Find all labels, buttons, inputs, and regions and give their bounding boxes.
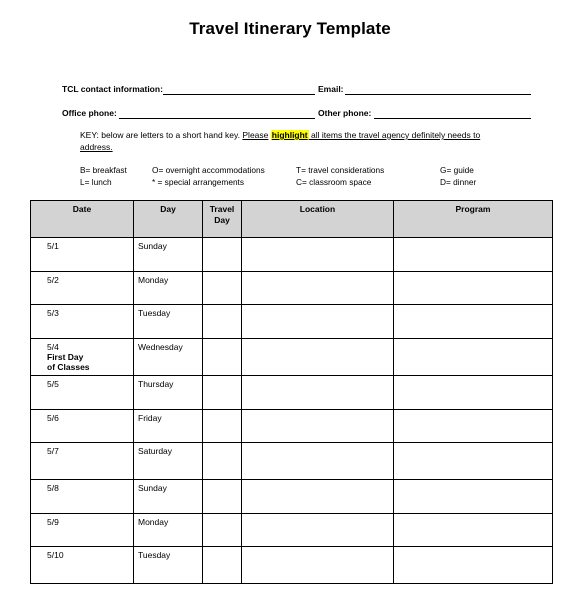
email-field[interactable] xyxy=(345,94,531,95)
date-value: 5/3 xyxy=(47,308,59,318)
date-cell[interactable] xyxy=(31,480,134,514)
legend-travel: T= travel considerations xyxy=(296,165,385,175)
date-value: 5/7 xyxy=(47,446,59,456)
date-cell[interactable] xyxy=(31,443,134,480)
key-please: Please xyxy=(242,130,269,140)
email-label: Email: xyxy=(318,84,344,94)
table-header-row xyxy=(31,201,553,238)
table-row xyxy=(31,376,553,410)
day-cell[interactable]: Sunday xyxy=(134,238,203,272)
other-phone-label: Other phone: xyxy=(318,108,372,118)
header-travel-day: Travel Day xyxy=(203,201,242,238)
travel-day-cell[interactable] xyxy=(203,410,242,443)
table-row xyxy=(31,305,553,339)
tcl-contact-field[interactable] xyxy=(163,94,315,95)
table-row xyxy=(31,238,553,272)
table-row xyxy=(31,443,553,480)
day-cell[interactable]: Tuesday xyxy=(134,547,203,584)
phone-row xyxy=(62,108,532,120)
location-cell[interactable] xyxy=(242,305,394,339)
office-phone-label: Office phone: xyxy=(62,108,117,118)
table-row xyxy=(31,339,553,376)
table-row xyxy=(31,480,553,514)
day-cell[interactable]: Thursday xyxy=(134,376,203,410)
location-cell[interactable] xyxy=(242,376,394,410)
travel-day-cell[interactable] xyxy=(203,514,242,547)
day-cell[interactable]: Friday xyxy=(134,410,203,443)
contact-row xyxy=(62,84,532,96)
program-cell[interactable] xyxy=(394,547,553,584)
legend-lunch: L= lunch xyxy=(80,177,112,187)
key-text xyxy=(80,130,480,140)
travel-day-cell[interactable] xyxy=(203,238,242,272)
date-value: 5/10 xyxy=(47,550,64,560)
location-cell[interactable] xyxy=(242,443,394,480)
location-cell[interactable] xyxy=(242,339,394,376)
location-cell[interactable] xyxy=(242,547,394,584)
date-value: 5/6 xyxy=(47,413,59,423)
date-value: 5/9 xyxy=(47,517,59,527)
day-cell[interactable]: Saturday xyxy=(134,443,203,480)
date-cell[interactable] xyxy=(31,514,134,547)
location-cell[interactable] xyxy=(242,514,394,547)
travel-day-cell[interactable] xyxy=(203,443,242,480)
table-row xyxy=(31,514,553,547)
date-cell[interactable] xyxy=(31,238,134,272)
date-value: 5/4 xyxy=(47,342,59,352)
program-cell[interactable] xyxy=(394,305,553,339)
program-cell[interactable] xyxy=(394,480,553,514)
date-value: 5/2 xyxy=(47,275,59,285)
table-row xyxy=(31,272,553,305)
date-cell[interactable] xyxy=(31,410,134,443)
office-phone-field[interactable] xyxy=(119,118,315,119)
date-cell[interactable] xyxy=(31,376,134,410)
header-day: Day xyxy=(134,201,203,238)
location-cell[interactable] xyxy=(242,238,394,272)
date-note: First Day of Classes xyxy=(47,352,90,372)
program-cell[interactable] xyxy=(394,410,553,443)
program-cell[interactable] xyxy=(394,238,553,272)
key-prefix: KEY: below are letters to a short hand key. xyxy=(80,130,243,140)
day-cell[interactable]: Wednesday xyxy=(134,339,203,376)
travel-day-cell[interactable] xyxy=(203,376,242,410)
key-rest-line1: all items the travel agency definitely needs to xyxy=(308,130,481,140)
date-cell[interactable] xyxy=(31,339,134,376)
legend-special: * = special arrangements xyxy=(152,177,245,187)
table-row xyxy=(31,547,553,584)
travel-day-cell[interactable] xyxy=(203,547,242,584)
travel-day-cell[interactable] xyxy=(203,272,242,305)
table-row xyxy=(31,410,553,443)
header-location: Location xyxy=(242,201,394,238)
key-rest-line2: address. xyxy=(80,142,113,152)
program-cell[interactable] xyxy=(394,443,553,480)
legend-guide: G= guide xyxy=(440,165,474,175)
date-value: 5/5 xyxy=(47,379,59,389)
program-cell[interactable] xyxy=(394,376,553,410)
date-value: 5/1 xyxy=(47,241,59,251)
travel-day-cell[interactable] xyxy=(203,480,242,514)
page-title: Travel Itinerary Template xyxy=(189,19,391,38)
header-date: Date xyxy=(31,201,134,238)
location-cell[interactable] xyxy=(242,480,394,514)
tcl-contact-label: TCL contact information: xyxy=(62,84,163,94)
header-program: Program xyxy=(394,201,553,238)
date-cell[interactable] xyxy=(31,305,134,339)
travel-day-cell[interactable] xyxy=(203,339,242,376)
key-highlight: highlight xyxy=(271,130,308,140)
itinerary-table xyxy=(30,200,553,584)
day-cell[interactable]: Tuesday xyxy=(134,305,203,339)
travel-day-cell[interactable] xyxy=(203,305,242,339)
other-phone-field[interactable] xyxy=(374,118,531,119)
day-cell[interactable]: Monday xyxy=(134,272,203,305)
legend-dinner: D= dinner xyxy=(440,177,477,187)
program-cell[interactable] xyxy=(394,339,553,376)
date-value: 5/8 xyxy=(47,483,59,493)
date-cell[interactable] xyxy=(31,547,134,584)
legend-overnight: O= overnight accommodations xyxy=(152,165,265,175)
location-cell[interactable] xyxy=(242,272,394,305)
legend-breakfast: B= breakfast xyxy=(80,165,127,175)
day-cell[interactable]: Sunday xyxy=(134,480,203,514)
location-cell[interactable] xyxy=(242,410,394,443)
legend-classroom: C= classroom space xyxy=(296,177,372,187)
program-cell[interactable] xyxy=(394,272,553,305)
day-cell[interactable]: Monday xyxy=(134,514,203,547)
date-cell[interactable] xyxy=(31,272,134,305)
program-cell[interactable] xyxy=(394,514,553,547)
